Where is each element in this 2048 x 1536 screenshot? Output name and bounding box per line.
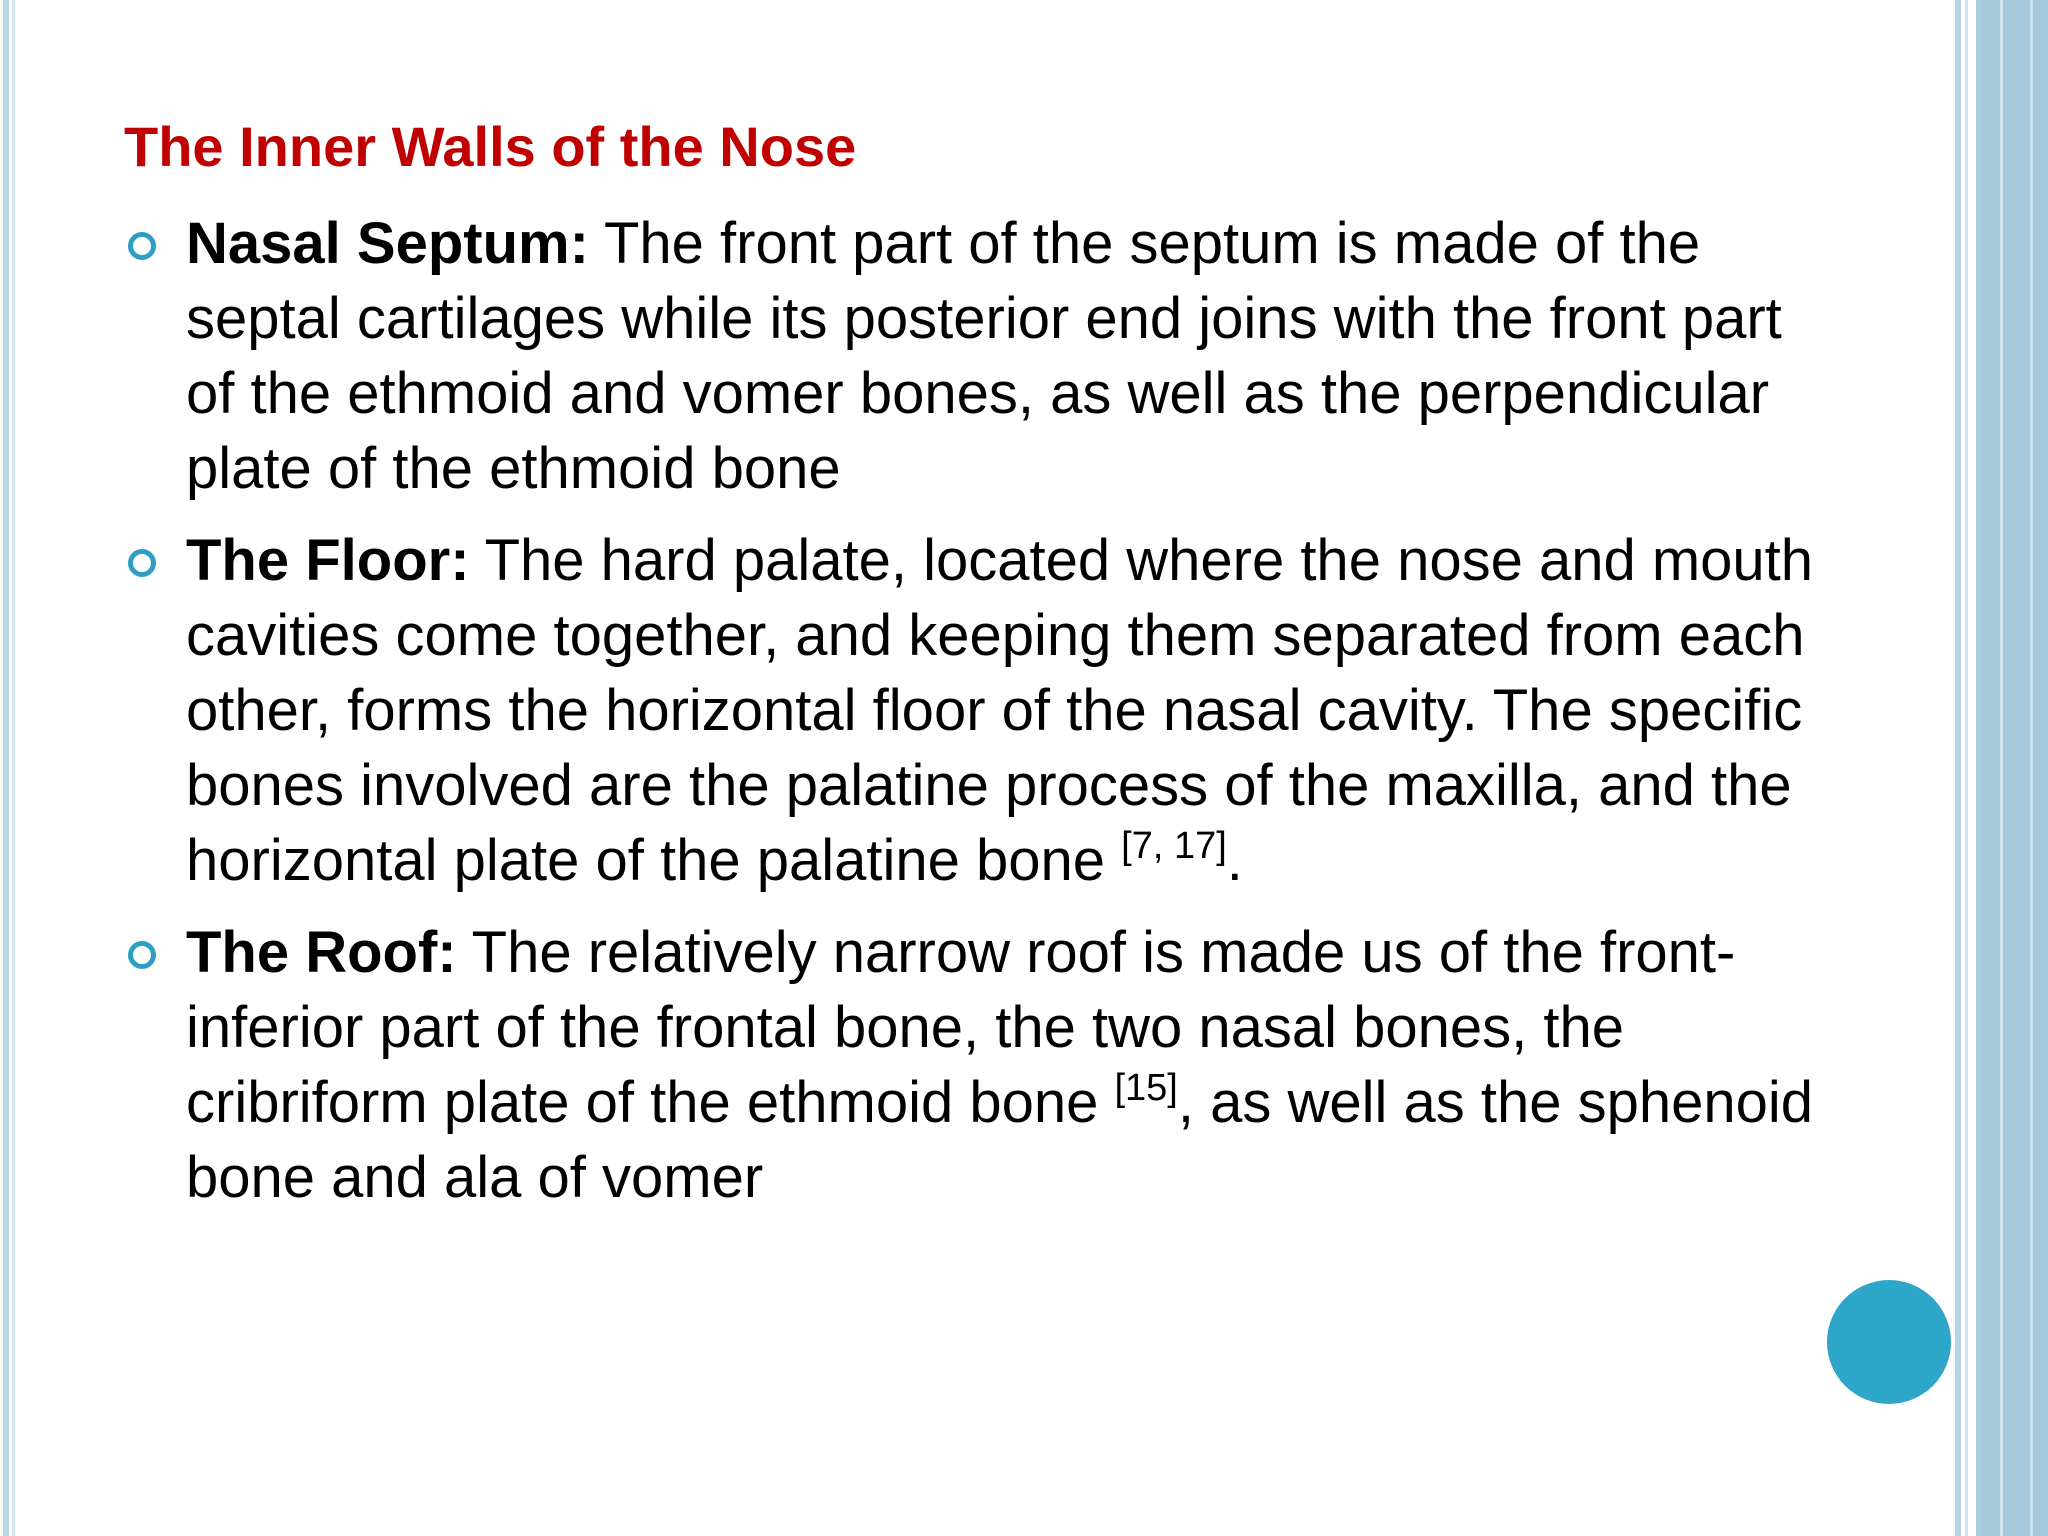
right-stripe-band (1982, 0, 2048, 1536)
bullet-item-roof (124, 915, 1844, 1215)
citation: [15] (1114, 1067, 1178, 1109)
bullet-text: The hard palate, located where the nose and mouth cavities come together, and keeping them separated from each other, forms the horizontal floor of the nasal cavity. The specific bones involved are the palatine process of the maxilla, and the horizontal plate of the palatine bone (186, 528, 1814, 893)
right-stripe-line (2000, 0, 2003, 1536)
right-stripe-line (1965, 0, 1968, 1536)
bullet-term: The Floor: (186, 528, 470, 593)
hollow-circle-bullet-icon (128, 232, 156, 260)
bullet-term: The Roof: (186, 920, 457, 985)
bullet-item-nasal-septum (124, 206, 1844, 506)
citation: [7, 17] (1121, 825, 1227, 867)
bullet-term: Nasal Septum: (186, 211, 589, 276)
bullet-text-after: . (1226, 828, 1243, 893)
left-decorative-stripe (0, 0, 22, 1536)
slide-title: The Inner Walls of the Nose (124, 115, 857, 178)
hollow-circle-bullet-icon (128, 549, 156, 577)
hollow-circle-bullet-icon (128, 941, 156, 969)
left-stripe-line (3, 0, 9, 1536)
right-decorative-stripes (1955, 0, 2048, 1536)
right-stripe-line (2030, 0, 2033, 1536)
bullet-text: The relatively narrow roof is made us of the front-inferior part of the frontal bone, the two nasal bones, the cribriform plate of the ethmoid bone (186, 920, 1736, 1135)
left-stripe-line (12, 0, 15, 1536)
decorative-circle-icon (1827, 1280, 1951, 1404)
bullet-text: The front part of the septum is made of the septal cartilages while its posterior end joins with the front part of the ethmoid and vomer bones, as well as the perpendicular plate of the ethmoid bone (186, 211, 1782, 501)
bullet-list (124, 206, 1844, 1232)
bullet-text-after: , as well as the sphenoid bone and ala of vomer (186, 1070, 1814, 1210)
right-stripe-line (1955, 0, 1961, 1536)
bullet-item-floor (124, 523, 1844, 898)
